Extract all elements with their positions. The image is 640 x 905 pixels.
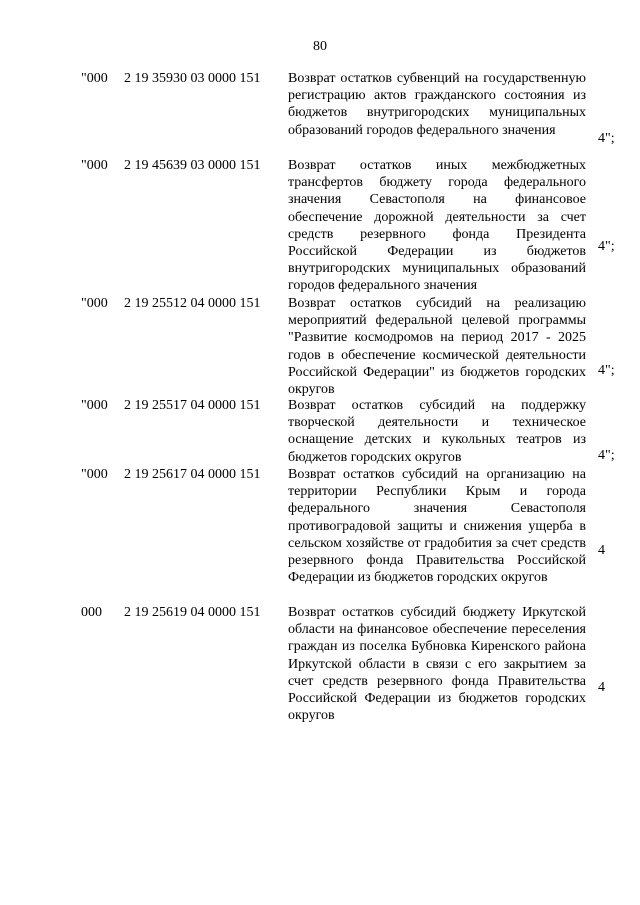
code-budget-classification: 2 19 25617 04 0000 151: [124, 467, 261, 482]
row-trailing-marker: 4";: [598, 362, 615, 378]
budget-code-table: [0, 70, 640, 744]
code-budget-classification: 2 19 25619 04 0000 151: [124, 605, 261, 620]
page-number: 80: [313, 39, 327, 54]
code-admin: "000: [81, 467, 108, 482]
row-description: Возврат остатков иных межбюджетных трансфертов бюджету города федерального значения Севастополя на финансовое обеспечение дорожной деятельности за счет средств резервного фонда Президента Российской Федерации из бюджетов внутригородских муниципальных образований городов федерального значения: [288, 158, 586, 294]
code-budget-classification: 2 19 25512 04 0000 151: [124, 296, 261, 311]
row-trailing-marker: 4";: [598, 447, 615, 463]
code-admin: "000: [81, 158, 108, 173]
code-budget-classification: 2 19 35930 03 0000 151: [124, 71, 261, 86]
table-row: [0, 466, 640, 604]
row-trailing-marker: 4: [598, 542, 605, 558]
table-row: [0, 70, 640, 157]
table-row: [0, 397, 640, 466]
row-trailing-marker: 4: [598, 679, 605, 695]
table-row: [0, 295, 640, 397]
row-description: Возврат остатков субсидий на организацию на территории Республики Крым и города федерального значения Севастополя противоградовой защиты и снижения ущерба в сельском хозяйстве от градобития за счет средств резервного фонда Правительства Российской Федерации из бюджетов городских округов: [288, 467, 586, 586]
row-trailing-marker: 4";: [598, 238, 615, 254]
code-admin: "000: [81, 296, 108, 311]
code-budget-classification: 2 19 45639 03 0000 151: [124, 158, 261, 173]
table-row: [0, 157, 640, 295]
code-admin: "000: [81, 71, 108, 86]
code-admin: 000: [81, 605, 102, 620]
table-row: [0, 604, 640, 744]
row-description: Возврат остатков субсидий на реализацию мероприятий федеральной целевой программы "Развитие космодромов на период 2017 - 2025 годов в обеспечение космической деятельности Российской Федерации" из бюджетов городских округов: [288, 296, 586, 398]
code-budget-classification: 2 19 25517 04 0000 151: [124, 398, 261, 413]
row-description: Возврат остатков субсидий на поддержку творческой деятельности и техническое оснащение детских и кукольных театров из бюджетов городских округов: [288, 398, 586, 465]
row-description: Возврат остатков субвенций на государственную регистрацию актов гражданского состояния из бюджетов внутригородских муниципальных образований городов федерального значения: [288, 71, 586, 138]
code-admin: "000: [81, 398, 108, 413]
row-description: Возврат остатков субсидий бюджету Иркутской области на финансовое обеспечение переселения граждан из поселка Бубновка Киренского района Иркутской области в связи с его закрытием за счет средств резервного фонда Правительства Российской Федерации из бюджетов городских округов: [288, 605, 586, 724]
row-trailing-marker: 4";: [598, 130, 615, 146]
